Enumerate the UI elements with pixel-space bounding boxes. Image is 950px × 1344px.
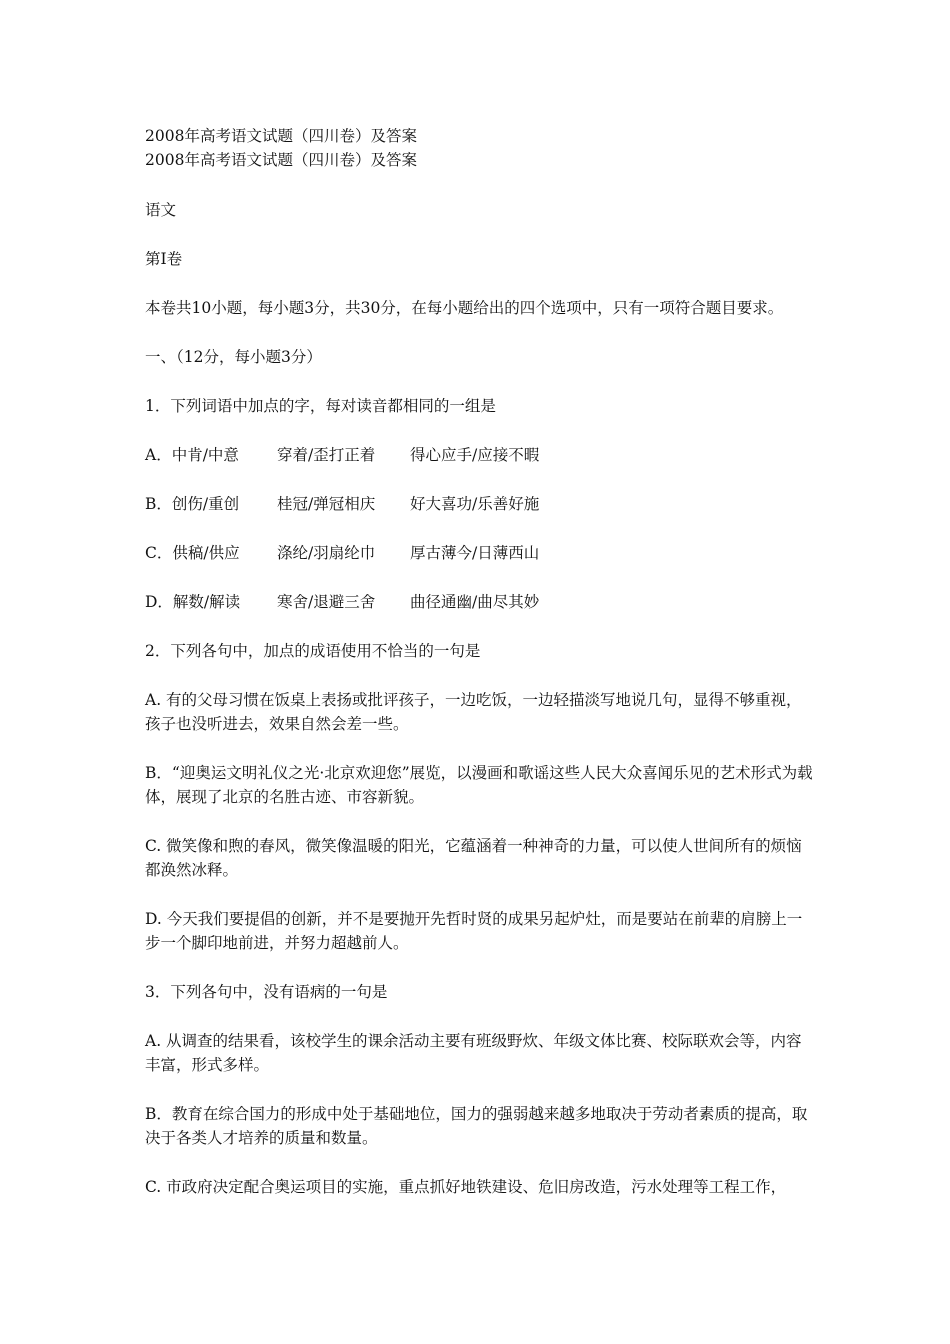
question-1-option-c: C．供稿/供应 涤纶/羽扇纶巾 厚古薄今/日薄西山 xyxy=(145,544,540,562)
subject-heading: 语文 xyxy=(145,201,177,219)
question-2-option-c: C. 微笑像和煦的春风，微笑像温暖的阳光，它蕴涵着一种神奇的力量，可以使人世间所有的烦恼都涣然冰释。 xyxy=(145,837,802,879)
question-1-stem: 1．下列词语中加点的字，每对读音都相同的一组是 xyxy=(145,397,496,415)
question-2-stem: 2．下列各句中，加点的成语使用不恰当的一句是 xyxy=(145,642,481,660)
question-2-option-a: A. 有的父母习惯在饭桌上表扬或批评孩子，一边吃饭，一边轻描淡写地说几句，显得不够重视，孩子也没听进去，效果自然会差一些。 xyxy=(145,691,802,733)
document-title: 2008年高考语文试题（四川卷）及答案 xyxy=(145,127,417,145)
document-title-repeat: 2008年高考语文试题（四川卷）及答案 xyxy=(145,151,417,169)
question-3-option-c: C. 市政府决定配合奥运项目的实施，重点抓好地铁建设、危旧房改造，污水处理等工程工作， xyxy=(145,1178,787,1196)
question-1-option-d: D．解数/解读 寒舍/退避三舍 曲径通幽/曲尽其妙 xyxy=(145,593,540,611)
volume-heading: 第Ⅰ卷 xyxy=(145,250,183,268)
question-1-option-a: A．中肯/中意 穿着/歪打正着 得心应手/应接不暇 xyxy=(145,446,540,464)
question-1-option-b: B．创伤/重创 桂冠/弹冠相庆 好大喜功/乐善好施 xyxy=(145,495,540,513)
question-3-option-b: B．教育在综合国力的形成中处于基础地位，国力的强弱越来越多地取决于劳动者素质的提高，取决于各类人才培养的质量和数量。 xyxy=(145,1105,808,1147)
document-body xyxy=(145,124,815,1199)
question-2-option-b: B．“迎奥运文明礼仪之光·北京欢迎您”展览，以漫画和歌谣这些人民大众喜闻乐见的艺术形式为载体，展现了北京的名胜古迹、市容新貌。 xyxy=(145,764,813,806)
section-heading: 一、（12分，每小题3分） xyxy=(145,348,322,366)
instructions: 本卷共10小题，每小题3分，共30分，在每小题给出的四个选项中，只有一项符合题目要求。 xyxy=(145,299,784,317)
question-3-option-a: A. 从调查的结果看，该校学生的课余活动主要有班级野炊、年级文体比赛、校际联欢会等，内容丰富，形式多样。 xyxy=(145,1032,802,1074)
question-3-stem: 3．下列各句中，没有语病的一句是 xyxy=(145,983,388,1001)
question-2-option-d: D. 今天我们要提倡的创新，并不是要抛开先哲时贤的成果另起炉灶，而是要站在前辈的肩膀上一步一个脚印地前进，并努力超越前人。 xyxy=(145,910,803,952)
